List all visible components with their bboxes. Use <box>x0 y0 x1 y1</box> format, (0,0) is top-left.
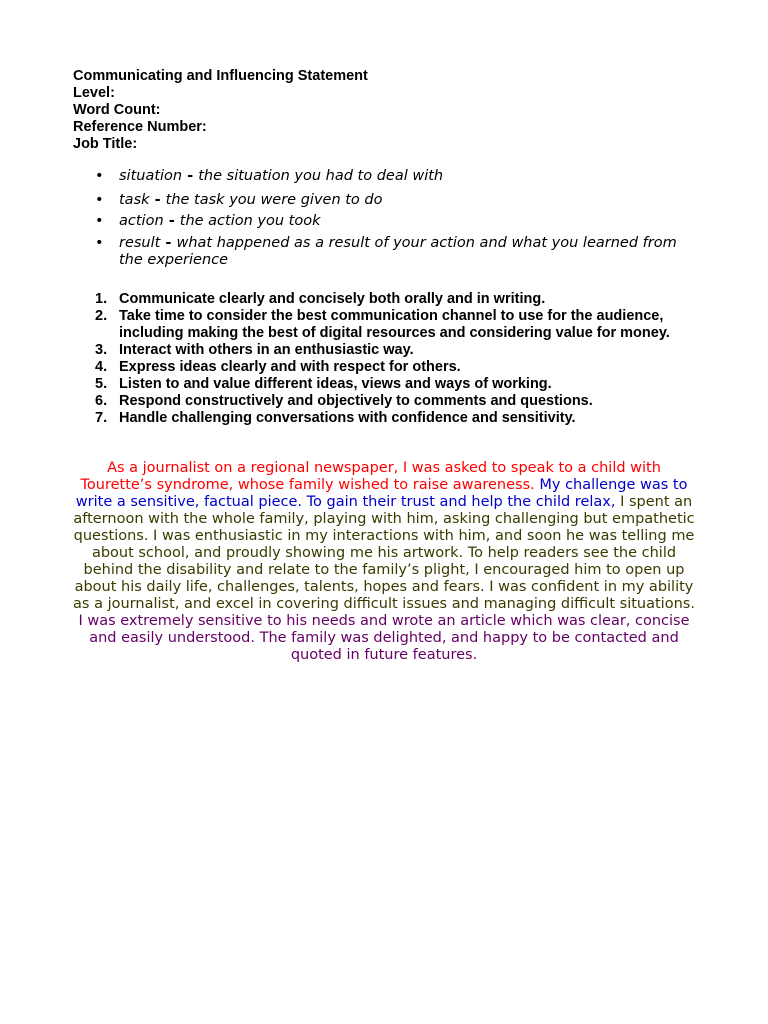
list-item <box>95 393 675 410</box>
list-item <box>95 308 675 342</box>
reference-number-field: Reference Number: <box>73 119 207 135</box>
statement-header <box>73 68 368 153</box>
star-bullet-list <box>95 168 695 270</box>
list-item <box>95 342 675 359</box>
list-number: 3. <box>95 342 108 358</box>
list-number: 2. <box>95 308 108 324</box>
bullet-icon: • <box>95 213 104 229</box>
result-text: I was extremely sensitive to his needs and wrote an article which was clear, concise and easily understood. The family was delighted, and happy to be contacted and quoted in future features. <box>78 613 690 663</box>
list-number: 4. <box>95 359 108 375</box>
list-item <box>95 192 695 210</box>
action-text: I spent an afternoon with the whole family, playing with him, asking challenging but empathetic questions. I was enthusiastic in my interactions with him, and soon he was telling me about school, and proudly showing me his artwork. To help readers see the child behind the disability and relate to the family’s plight, I encouraged him to open up about his daily life, challenges, talents, hopes and fears. I was confident in my ability as a journalist, and excel in covering difficult issues and managing difficult situations. <box>73 494 695 612</box>
bullet-description: what happened as a result of your action and what you learned from the experience <box>119 234 677 268</box>
job-title-field: Job Title: <box>73 136 138 152</box>
bullet-icon: • <box>95 168 104 184</box>
bullet-separator: - <box>163 213 180 229</box>
list-number: 1. <box>95 291 108 307</box>
example-statement <box>73 460 695 664</box>
bullet-term: action <box>119 213 164 229</box>
bullet-term: result <box>119 234 161 251</box>
task-text: My challenge was to write a sensitive, factual piece. To gain their trust and help the child relax, <box>75 477 688 510</box>
behaviour-text: Listen to and value different ideas, views and ways of working. <box>119 376 552 392</box>
list-item <box>95 291 675 308</box>
statement-title: Communicating and Influencing Statement <box>73 68 368 84</box>
situation-text: As a journalist on a regional newspaper, I was asked to speak to a child with Tourette’s syndrome, whose family wished to raise awareness. <box>80 460 661 493</box>
behaviour-text: Take time to consider the best communication channel to use for the audience, including making the best of digital resources and considering value for money. <box>119 308 670 341</box>
bullet-term: situation <box>119 168 183 184</box>
list-item <box>95 213 695 231</box>
bullet-separator: - <box>160 234 177 251</box>
word-count-field: Word Count: <box>73 102 161 118</box>
behaviour-text: Communicate clearly and concisely both orally and in writing. <box>119 291 546 307</box>
bullet-icon: • <box>95 191 104 208</box>
list-item <box>95 235 695 270</box>
behaviour-text: Respond constructively and objectively to comments and questions. <box>119 393 593 409</box>
list-item <box>95 168 695 186</box>
behaviour-text: Interact with others in an enthusiastic way. <box>119 342 414 358</box>
behaviour-list <box>95 291 675 427</box>
list-item <box>95 410 675 427</box>
bullet-separator: - <box>149 191 166 208</box>
behaviour-text: Handle challenging conversations with confidence and sensitivity. <box>119 410 576 426</box>
bullet-separator: - <box>182 168 199 184</box>
bullet-term: task <box>119 191 150 208</box>
level-field: Level: <box>73 85 115 101</box>
list-number: 5. <box>95 376 108 392</box>
list-item <box>95 359 675 376</box>
list-number: 7. <box>95 410 108 426</box>
bullet-description: the action you took <box>179 213 321 229</box>
behaviour-text: Express ideas clearly and with respect for others. <box>119 359 461 375</box>
list-item <box>95 376 675 393</box>
bullet-description: the situation you had to deal with <box>198 168 444 184</box>
bullet-icon: • <box>95 234 104 251</box>
list-number: 6. <box>95 393 108 409</box>
bullet-description: the task you were given to do <box>165 191 383 208</box>
